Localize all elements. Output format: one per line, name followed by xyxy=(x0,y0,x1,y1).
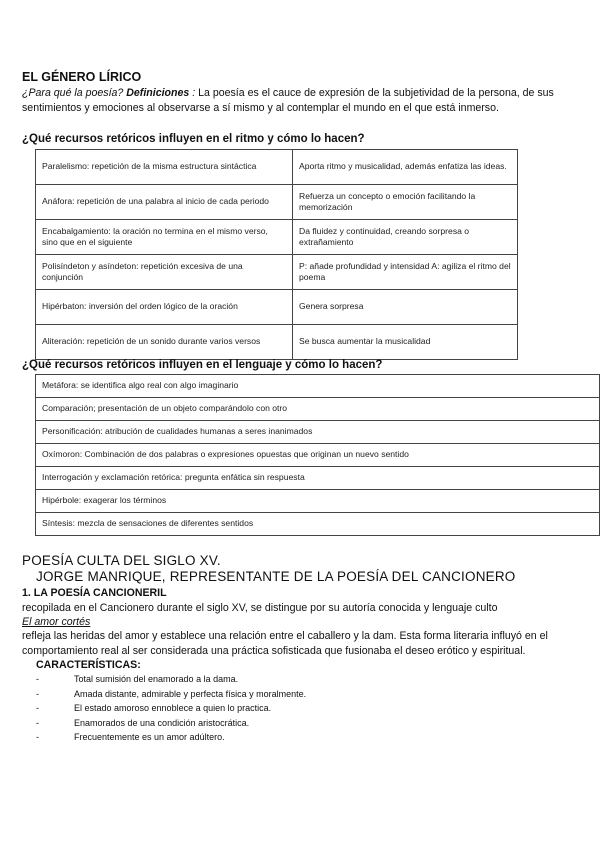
characteristic-text: Enamorados de una condición aristocrática. xyxy=(74,717,250,728)
resource-cell: Polisíndeton y asíndeton: repetición excesiva de una conjunción xyxy=(36,255,293,290)
table-row xyxy=(36,325,518,360)
characteristics-list xyxy=(36,674,436,754)
section-title: POESÍA CULTA DEL SIGLO XV. xyxy=(22,553,221,568)
effect-cell: Da fluidez y continuidad, creando sorpresa o extrañamiento xyxy=(293,220,518,255)
table-row xyxy=(36,467,600,490)
resource-cell: Paralelismo: repetición de la misma estructura sintáctica xyxy=(36,150,293,185)
table-row xyxy=(36,398,600,421)
characteristic-text: Total sumisión del enamorado a la dama. xyxy=(74,674,239,684)
cancioneril-text: recopilada en el Cancionero durante el siglo XV, se distingue por su autoría conocida y lenguaje culto xyxy=(22,602,498,614)
bullet-dash: - xyxy=(36,732,39,742)
effect-cell: Aporta ritmo y musicalidad, además enfatiza las ideas. xyxy=(293,150,518,185)
language-resource-cell: Personificación: atribución de cualidades humanas a seres inanimados xyxy=(36,421,600,444)
section-subtitle: JORGE MANRIQUE, REPRESENTANTE DE LA POESÍA DEL CANCIONERO xyxy=(36,569,516,584)
definitions-colon: : xyxy=(189,87,196,99)
table-row xyxy=(36,150,518,185)
table-row xyxy=(36,220,518,255)
language-question: ¿Qué recursos retóricos influyen en el lenguaje y cómo lo hacen? xyxy=(22,359,383,371)
effect-cell: Se busca aumentar la musicalidad xyxy=(293,325,518,360)
effect-cell: Genera sorpresa xyxy=(293,290,518,325)
table-row xyxy=(36,290,518,325)
question-italic: ¿Para qué la poesía? xyxy=(22,87,124,99)
bullet-dash: - xyxy=(36,703,39,713)
language-resource-cell: Hipérbole: exagerar los términos xyxy=(36,490,600,513)
table-row xyxy=(36,185,518,220)
resource-cell: Hipérbaton: inversión del orden lógico de la oración xyxy=(36,290,293,325)
page-title: EL GÉNERO LÍRICO xyxy=(22,70,142,84)
bullet-dash: - xyxy=(36,717,39,728)
definition-paragraph xyxy=(22,86,592,116)
characteristic-text: Amada distante, admirable y perfecta física y moralmente. xyxy=(74,688,307,699)
language-resource-cell: Metáfora: se identifica algo real con algo imaginario xyxy=(36,375,600,398)
language-resource-cell: Comparación; presentación de un objeto comparándolo con otro xyxy=(36,398,600,421)
language-resource-cell: Oxímoron: Combinación de dos palabras o expresiones opuestas que originan un nuevo sentido xyxy=(36,444,600,467)
table-row xyxy=(36,444,600,467)
characteristics-label: CARACTERÍSTICAS: xyxy=(36,659,141,671)
amor-cortes-line-1: refleja las heridas del amor y establece una relación entre el caballero y la dam. Esta forma literaria influyó en el xyxy=(22,630,548,642)
rhythm-table xyxy=(35,149,518,360)
table-row xyxy=(36,375,600,398)
bullet-dash: - xyxy=(36,674,39,684)
heading-cancioneril: 1. LA POESÍA CANCIONERIL xyxy=(22,587,167,599)
characteristic-text: El estado amoroso ennoblece a quien lo practica. xyxy=(74,703,272,713)
table-row xyxy=(36,255,518,290)
resource-cell: Aliteración: repetición de un sonido durante varios versos xyxy=(36,325,293,360)
language-resource-cell: Síntesis: mezcla de sensaciones de diferentes sentidos xyxy=(36,513,600,536)
definition-line-2: sentimientos y emociones al observarse a sí mismo y al contemplar el mundo en el que está inmerso. xyxy=(22,102,499,114)
definition-line-1: La poesía es el cauce de expresión de la subjetividad de la persona, de sus xyxy=(198,87,554,99)
language-table xyxy=(35,374,600,536)
table-row xyxy=(36,490,600,513)
effect-cell: P: añade profundidad y intensidad A: agiliza el ritmo del poema xyxy=(293,255,518,290)
rhythm-question: ¿Qué recursos retóricos influyen en el ritmo y cómo lo hacen? xyxy=(22,133,365,145)
characteristic-text: Frecuentemente es un amor adúltero. xyxy=(74,732,225,742)
amor-cortes-heading: El amor cortés xyxy=(22,616,91,628)
resource-cell: Encabalgamiento: la oración no termina en el mismo verso, sino que en el siguiente xyxy=(36,220,293,255)
language-resource-cell: Interrogación y exclamación retórica: pregunta enfática sin respuesta xyxy=(36,467,600,490)
definitions-label: Definiciones xyxy=(126,87,190,99)
resource-cell: Anáfora: repetición de una palabra al inicio de cada periodo xyxy=(36,185,293,220)
table-row xyxy=(36,421,600,444)
amor-cortes-line-2: comportamiento real al ser considerada una práctica sofisticada que fusionaba el deseo erótico y espiritual. xyxy=(22,645,526,657)
table-row xyxy=(36,513,600,536)
effect-cell: Refuerza un concepto o emoción facilitando la memorización xyxy=(293,185,518,220)
bullet-dash: - xyxy=(36,688,39,699)
